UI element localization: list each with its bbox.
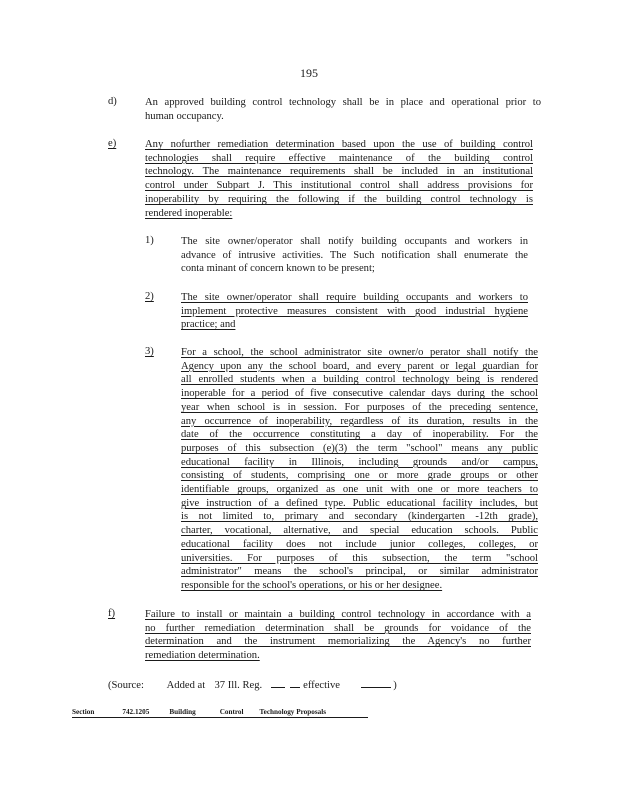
text-line: responsible for the school's operations, or his or her designee. (181, 579, 443, 591)
text-line: educational facility in Illinois, including grounds and/or campus, (181, 456, 538, 468)
item-d-label: d) (108, 96, 117, 107)
item-e3-label: 3) (145, 346, 154, 357)
source-effective: effective (303, 680, 340, 691)
text-line: inoperability by requiring the following if the building control technology is (145, 193, 533, 205)
text-line: give instruction of a defined type. Public educational facility includes, but (181, 497, 538, 509)
item-e1-text (181, 235, 528, 276)
source-note (108, 678, 397, 693)
footer-section: Section (72, 708, 95, 716)
text-line: practice; and (181, 319, 236, 331)
text-line: universities. For purposes of this subsection, the term "school (181, 552, 538, 564)
text-line: Any nofurther remediation determination based upon the use of building control (145, 139, 533, 150)
text-line: Failure to install or maintain a building control technology in accordance with a (145, 609, 531, 620)
text-line: For a school, the school administrator site owner/o perator shall notify the (181, 347, 538, 358)
text-line: conta minant of concern known to be present; (181, 263, 375, 275)
text-line: An approved building control technology shall be in place and operational prior to (145, 97, 541, 108)
text-line: human occupancy. (145, 110, 224, 122)
item-e2-text (181, 291, 528, 332)
text-line: is not limited to, primary and secondary (kindergarten -12th grade), (181, 511, 538, 523)
text-line: educational facility does not include junior colleges, colleges, or (181, 538, 538, 550)
text-line: purposes of this subsection (e)(3) the term "school" means any public (181, 442, 538, 454)
footer-title-word: Technology Proposals (259, 708, 327, 716)
source-reg: 37 Ill. Reg. (214, 680, 263, 691)
item-d-text (145, 96, 541, 123)
text-line: control under Subpart J. This institutional control shall address provisions for (145, 180, 533, 192)
text-line: The site owner/operator shall notify building occupants and workers in (181, 236, 528, 247)
text-line: remediation determination. (145, 650, 260, 662)
footer-number: 742.1205 (122, 708, 150, 716)
source-blank (361, 678, 391, 688)
text-line: date of the occurrence constituting a day of inoperability. For the (181, 429, 538, 441)
text-line: administrator" means the school's principal, or similar administrator (181, 566, 538, 578)
text-line: Agency upon any the school board, and every parent or legal guardian for (181, 360, 538, 372)
source-added: Added at (166, 680, 206, 691)
text-line: inoperable for a period of five consecutive calendar days during the school (181, 388, 538, 400)
text-line: technology. The maintenance requirements shall be included in an institutional (145, 166, 533, 178)
text-line: technologies shall require effective maintenance of the building control (145, 152, 533, 164)
footer-title-word: Control (219, 708, 244, 716)
text-line: determination and the instrument memorializing the Agency's no further (145, 636, 531, 648)
page-number: 195 (300, 66, 318, 80)
text-line: no further remediation determination shall be grounds for voidance of the (145, 622, 531, 634)
section-footer (72, 708, 368, 718)
source-blank (290, 678, 300, 688)
source-blank (271, 678, 285, 688)
text-line: advance of intrusive activities. The Such notification shall enumerate the (181, 249, 528, 261)
text-line: rendered inoperable: (145, 207, 233, 219)
footer-title-word: Building (169, 708, 196, 716)
text-line: charter, vocational, alternative, and special education schools. Public (181, 525, 538, 537)
source-prefix: (Source: (108, 680, 144, 691)
text-line: identifiable groups, organized as one unit with one or more teachers to (181, 484, 538, 496)
item-e1-label: 1) (145, 235, 154, 246)
text-line: any occurrence of inoperability, regardless of its duration, results in the (181, 415, 538, 427)
text-line: The site owner/operator shall require building occupants and workers to (181, 292, 528, 303)
item-e2-label: 2) (145, 291, 154, 302)
text-line: implement protective measures consistent with good industrial hygiene (181, 305, 528, 317)
item-e-text (145, 138, 533, 220)
item-e-label: e) (108, 138, 117, 149)
source-close-paren: ) (393, 680, 397, 691)
item-e3-text (181, 346, 538, 593)
text-line: consisting of students, comprising one or more grade groups or other (181, 470, 538, 482)
text-line: year when school is in session. For purposes of the preceding sentence, (181, 401, 538, 413)
item-f-text (145, 608, 531, 663)
text-line: all enrolled students when a building control technology being is rendered (181, 374, 538, 386)
item-f-label: f) (108, 608, 116, 619)
